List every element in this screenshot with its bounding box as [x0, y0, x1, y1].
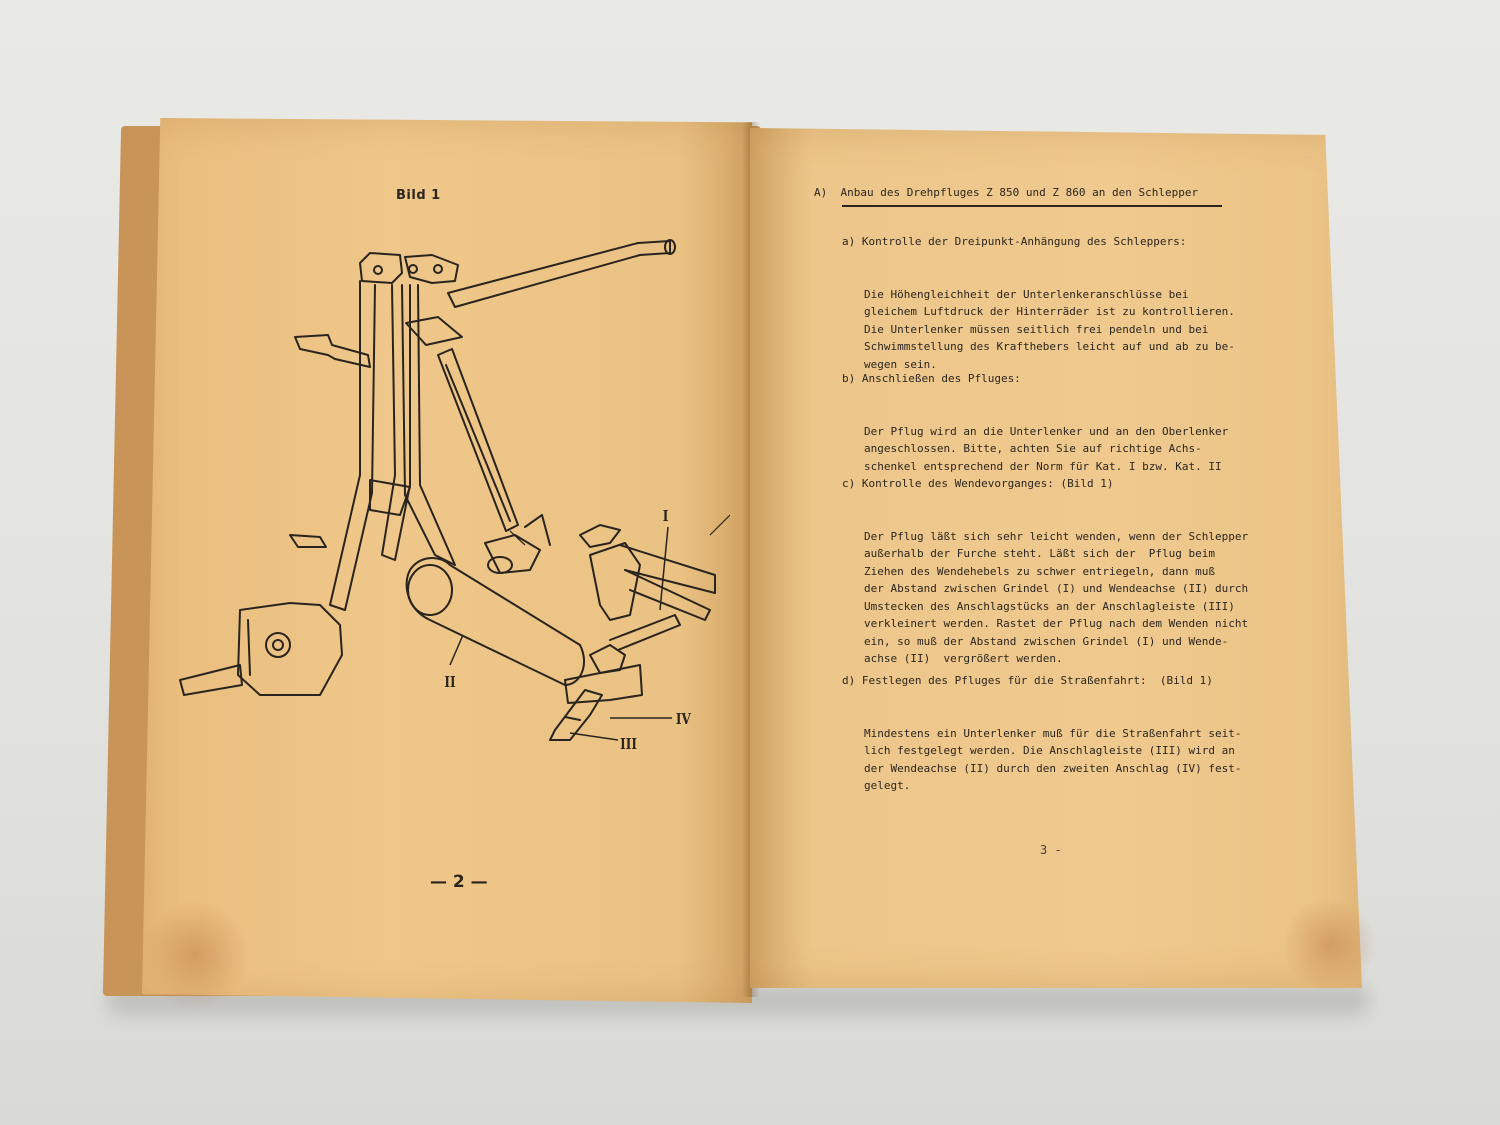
text-line: lich festgelegt werden. Die Anschlagleiste (III) wird an	[864, 744, 1235, 757]
section-heading: A) Anbau des Drehpfluges Z 850 und Z 860 an den Schlepper	[814, 186, 1199, 199]
figure-title: Bild 1	[396, 188, 441, 203]
text-line: Die Unterlenker müssen seitlich frei pendeln und bei	[864, 322, 1209, 336]
label-II: II	[444, 673, 456, 691]
text-line: angeschlossen. Bitte, achten Sie auf richtige Achs-	[864, 442, 1202, 455]
text-line: verkleinert werden. Rastet der Pflug nach dem Wenden nicht	[864, 617, 1249, 630]
text-line: gleichem Luftdruck der Hinterräder ist zu kontrollieren.	[864, 305, 1235, 318]
text-line: gelegt.	[864, 779, 911, 792]
subsection-a-body	[864, 268, 1235, 373]
subsection-a-title: a) Kontrolle der Dreipunkt-Anhängung des Schleppers:	[842, 235, 1187, 248]
label-I: I	[662, 507, 669, 525]
text-line: Schwimmstellung des Krafthebers leicht auf und ab zu be-	[864, 340, 1235, 353]
text-line: achse (II) vergrößert werden.	[864, 652, 1063, 665]
text-line: der Wendeachse (II) durch den zweiten Anschlag (IV) fest-	[864, 761, 1242, 775]
text-line: Ziehen des Wendehebels zu schwer entriegeln, dann muß	[864, 564, 1215, 578]
label-III: III	[620, 735, 637, 753]
text-line: außerhalb der Furche steht. Läßt sich der Pflug beim	[864, 547, 1215, 560]
page-number-left: — 2 —	[430, 872, 488, 892]
page-stain	[140, 900, 250, 1010]
text-line: ein, so muß der Abstand zwischen Grindel (I) und Wende-	[864, 634, 1229, 648]
text-line: Der Pflug läßt sich sehr leicht wenden, wenn der Schlepper	[864, 529, 1249, 543]
heading-underline	[842, 205, 1222, 207]
subsection-d-body	[864, 707, 1242, 795]
text-line: Die Höhengleichheit der Unterlenkeranschlüsse bei	[864, 287, 1189, 301]
subsection-b-body	[864, 405, 1228, 475]
subsection-c-body	[864, 510, 1248, 668]
subsection-c-title: c) Kontrolle des Wendevorganges: (Bild 1)	[842, 477, 1114, 490]
subsection-b-title: b) Anschließen des Pfluges:	[842, 372, 1021, 385]
text-line: Umstecken des Anschlagstücks an der Anschlagleiste (III)	[864, 599, 1235, 613]
page-stain	[1280, 900, 1380, 990]
label-IV: IV	[675, 710, 691, 728]
text-line: schenkel entsprechend der Norm für Kat. I bzw. Kat. II	[864, 459, 1222, 473]
text-line: der Abstand zwischen Grindel (I) und Wendeachse (II) durch	[864, 582, 1249, 595]
text-line: Mindestens ein Unterlenker muß für die Straßenfahrt seit-	[864, 726, 1242, 740]
page-number-right: 3 -	[1040, 843, 1062, 857]
text-line: wegen sein.	[864, 357, 937, 371]
text-line: Der Pflug wird an die Unterlenker und an den Oberlenker	[864, 424, 1229, 438]
subsection-d-title: d) Festlegen des Pfluges für die Straßenfahrt: (Bild 1)	[842, 674, 1213, 687]
